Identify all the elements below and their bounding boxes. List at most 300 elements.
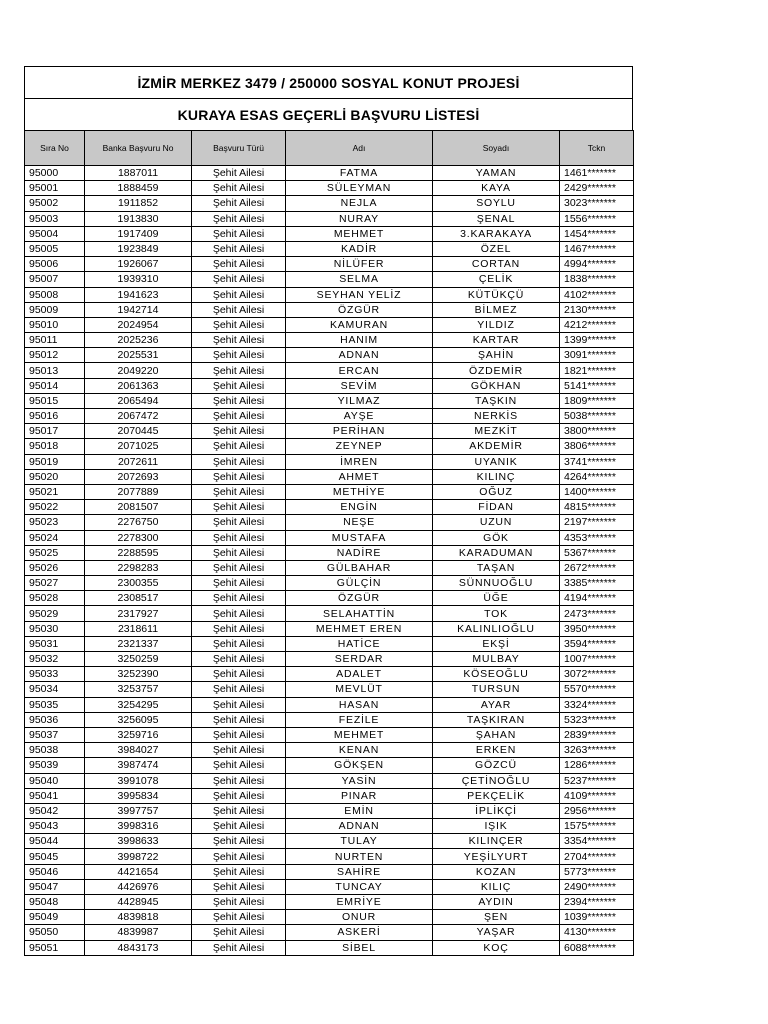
cell-basvuru-turu: Şehit Ailesi [192,925,286,940]
cell-soyadi: AYDIN [433,895,560,910]
table-row [25,241,634,256]
cell-tckn: 1575******* [560,819,634,834]
cell-basvuru-turu: Şehit Ailesi [192,667,286,682]
cell-banka-basvuru-no: 2318611 [85,621,192,636]
cell-soyadi: AYAR [433,697,560,712]
table-row [25,166,634,181]
column-header-banka-basvuru-no: Banka Başvuru No [85,131,192,166]
cell-tckn: 5367******* [560,545,634,560]
column-header-basvuru-turu: Başvuru Türü [192,131,286,166]
cell-adi: NADİRE [286,545,433,560]
cell-adi: SEVİM [286,378,433,393]
cell-tckn: 3800******* [560,424,634,439]
cell-tckn: 4102******* [560,287,634,302]
cell-adi: NURAY [286,211,433,226]
cell-tckn: 5141******* [560,378,634,393]
cell-tckn: 2839******* [560,727,634,742]
table-row [25,636,634,651]
cell-banka-basvuru-no: 3253757 [85,682,192,697]
cell-soyadi: KAYA [433,181,560,196]
cell-tckn: 1556******* [560,211,634,226]
cell-tckn: 2672******* [560,560,634,575]
cell-sira-no: 95020 [25,469,85,484]
cell-tckn: 2956******* [560,803,634,818]
table-row [25,424,634,439]
cell-adi: GÖKŞEN [286,758,433,773]
cell-sira-no: 95037 [25,727,85,742]
cell-banka-basvuru-no: 1926067 [85,257,192,272]
cell-sira-no: 95047 [25,879,85,894]
cell-soyadi: SÜNNUOĞLU [433,576,560,591]
cell-basvuru-turu: Şehit Ailesi [192,545,286,560]
cell-banka-basvuru-no: 2070445 [85,424,192,439]
cell-tckn: 2704******* [560,849,634,864]
cell-sira-no: 95009 [25,302,85,317]
cell-adi: GÜLÇİN [286,576,433,591]
cell-sira-no: 95007 [25,272,85,287]
cell-banka-basvuru-no: 2072693 [85,469,192,484]
cell-adi: NEŞE [286,515,433,530]
cell-adi: SELMA [286,272,433,287]
table-row [25,515,634,530]
cell-soyadi: IŞIK [433,819,560,834]
applicant-table [24,130,634,956]
cell-tckn: 5323******* [560,712,634,727]
table-row [25,895,634,910]
cell-banka-basvuru-no: 2276750 [85,515,192,530]
column-header-tckn: Tckn [560,131,634,166]
cell-basvuru-turu: Şehit Ailesi [192,302,286,317]
cell-tckn: 4109******* [560,788,634,803]
cell-soyadi: PEKÇELİK [433,788,560,803]
cell-adi: METHİYE [286,484,433,499]
column-header-soyadi: Soyadı [433,131,560,166]
cell-banka-basvuru-no: 2317927 [85,606,192,621]
cell-sira-no: 95042 [25,803,85,818]
cell-sira-no: 95027 [25,576,85,591]
cell-soyadi: KILINÇER [433,834,560,849]
table-row [25,196,634,211]
cell-banka-basvuru-no: 2049220 [85,363,192,378]
cell-sira-no: 95023 [25,515,85,530]
cell-banka-basvuru-no: 4839818 [85,910,192,925]
cell-sira-no: 95010 [25,317,85,332]
cell-tckn: 1809******* [560,393,634,408]
cell-adi: ADALET [286,667,433,682]
table-row [25,803,634,818]
cell-soyadi: AKDEMİR [433,439,560,454]
cell-tckn: 4994******* [560,257,634,272]
cell-basvuru-turu: Şehit Ailesi [192,743,286,758]
cell-tckn: 3324******* [560,697,634,712]
table-row [25,834,634,849]
cell-basvuru-turu: Şehit Ailesi [192,272,286,287]
table-row [25,545,634,560]
cell-banka-basvuru-no: 3998633 [85,834,192,849]
cell-sira-no: 95044 [25,834,85,849]
cell-banka-basvuru-no: 1923849 [85,241,192,256]
cell-tckn: 4353******* [560,530,634,545]
cell-banka-basvuru-no: 4426976 [85,879,192,894]
cell-soyadi: KÖSEOĞLU [433,667,560,682]
cell-tckn: 2394******* [560,895,634,910]
cell-basvuru-turu: Şehit Ailesi [192,409,286,424]
cell-soyadi: GÖZCÜ [433,758,560,773]
cell-sira-no: 95021 [25,484,85,499]
cell-sira-no: 95039 [25,758,85,773]
cell-basvuru-turu: Şehit Ailesi [192,727,286,742]
cell-basvuru-turu: Şehit Ailesi [192,803,286,818]
cell-tckn: 1454******* [560,226,634,241]
table-row [25,454,634,469]
cell-adi: TUNCAY [286,879,433,894]
cell-adi: ERCAN [286,363,433,378]
cell-banka-basvuru-no: 2308517 [85,591,192,606]
cell-basvuru-turu: Şehit Ailesi [192,241,286,256]
cell-soyadi: ŞAHİN [433,348,560,363]
cell-basvuru-turu: Şehit Ailesi [192,834,286,849]
cell-basvuru-turu: Şehit Ailesi [192,940,286,955]
cell-tckn: 4212******* [560,317,634,332]
cell-sira-no: 95022 [25,500,85,515]
cell-tckn: 3072******* [560,667,634,682]
cell-sira-no: 95041 [25,788,85,803]
cell-basvuru-turu: Şehit Ailesi [192,849,286,864]
cell-banka-basvuru-no: 3254295 [85,697,192,712]
cell-basvuru-turu: Şehit Ailesi [192,895,286,910]
cell-banka-basvuru-no: 2065494 [85,393,192,408]
cell-adi: NİLÜFER [286,257,433,272]
cell-tckn: 1467******* [560,241,634,256]
cell-adi: MEVLÜT [286,682,433,697]
cell-tckn: 1399******* [560,333,634,348]
cell-banka-basvuru-no: 2300355 [85,576,192,591]
cell-tckn: 1039******* [560,910,634,925]
cell-tckn: 6088******* [560,940,634,955]
cell-soyadi: BİLMEZ [433,302,560,317]
cell-adi: ÖZGÜR [286,302,433,317]
cell-soyadi: ÜĞE [433,591,560,606]
cell-banka-basvuru-no: 1911852 [85,196,192,211]
cell-sira-no: 95003 [25,211,85,226]
cell-basvuru-turu: Şehit Ailesi [192,773,286,788]
cell-adi: HATİCE [286,636,433,651]
cell-soyadi: ÇETİNOĞLU [433,773,560,788]
cell-soyadi: YEŞİLYURT [433,849,560,864]
cell-banka-basvuru-no: 3252390 [85,667,192,682]
cell-banka-basvuru-no: 3997757 [85,803,192,818]
cell-banka-basvuru-no: 3256095 [85,712,192,727]
cell-basvuru-turu: Şehit Ailesi [192,576,286,591]
cell-sira-no: 95015 [25,393,85,408]
cell-soyadi: TAŞKIRAN [433,712,560,727]
table-row [25,727,634,742]
cell-banka-basvuru-no: 3987474 [85,758,192,773]
table-row [25,712,634,727]
cell-sira-no: 95033 [25,667,85,682]
cell-sira-no: 95035 [25,697,85,712]
cell-tckn: 2197******* [560,515,634,530]
cell-adi: PINAR [286,788,433,803]
cell-adi: FEZİLE [286,712,433,727]
table-row [25,211,634,226]
cell-basvuru-turu: Şehit Ailesi [192,697,286,712]
cell-sira-no: 95013 [25,363,85,378]
table-row [25,606,634,621]
cell-tckn: 3741******* [560,454,634,469]
table-row [25,925,634,940]
cell-sira-no: 95004 [25,226,85,241]
cell-adi: SELAHATTİN [286,606,433,621]
cell-soyadi: TAŞAN [433,560,560,575]
table-row [25,226,634,241]
cell-banka-basvuru-no: 3250259 [85,652,192,667]
table-row [25,302,634,317]
cell-sira-no: 95018 [25,439,85,454]
cell-basvuru-turu: Şehit Ailesi [192,211,286,226]
table-row [25,743,634,758]
cell-banka-basvuru-no: 2061363 [85,378,192,393]
table-row [25,591,634,606]
table-row [25,257,634,272]
cell-adi: TULAY [286,834,433,849]
cell-banka-basvuru-no: 4843173 [85,940,192,955]
cell-tckn: 2130******* [560,302,634,317]
cell-basvuru-turu: Şehit Ailesi [192,348,286,363]
cell-basvuru-turu: Şehit Ailesi [192,879,286,894]
table-row [25,758,634,773]
cell-tckn: 3091******* [560,348,634,363]
document-sheet [24,66,633,956]
cell-banka-basvuru-no: 4839987 [85,925,192,940]
cell-soyadi: TOK [433,606,560,621]
table-row [25,940,634,955]
cell-tckn: 5570******* [560,682,634,697]
table-row [25,363,634,378]
cell-soyadi: YILDIZ [433,317,560,332]
cell-banka-basvuru-no: 3991078 [85,773,192,788]
cell-basvuru-turu: Şehit Ailesi [192,363,286,378]
cell-banka-basvuru-no: 2071025 [85,439,192,454]
cell-basvuru-turu: Şehit Ailesi [192,196,286,211]
cell-soyadi: KARADUMAN [433,545,560,560]
cell-basvuru-turu: Şehit Ailesi [192,636,286,651]
cell-soyadi: OĞUZ [433,484,560,499]
cell-soyadi: MULBAY [433,652,560,667]
cell-tckn: 3354******* [560,834,634,849]
cell-banka-basvuru-no: 4428945 [85,895,192,910]
cell-sira-no: 95049 [25,910,85,925]
cell-sira-no: 95038 [25,743,85,758]
table-row [25,864,634,879]
cell-sira-no: 95048 [25,895,85,910]
cell-sira-no: 95002 [25,196,85,211]
cell-banka-basvuru-no: 2321337 [85,636,192,651]
cell-sira-no: 95031 [25,636,85,651]
cell-soyadi: UZUN [433,515,560,530]
table-row [25,819,634,834]
cell-banka-basvuru-no: 1888459 [85,181,192,196]
cell-sira-no: 95050 [25,925,85,940]
table-row [25,560,634,575]
table-row [25,272,634,287]
cell-banka-basvuru-no: 1941623 [85,287,192,302]
cell-adi: SÜLEYMAN [286,181,433,196]
cell-sira-no: 95028 [25,591,85,606]
cell-sira-no: 95051 [25,940,85,955]
cell-soyadi: KOÇ [433,940,560,955]
cell-soyadi: UYANIK [433,454,560,469]
cell-basvuru-turu: Şehit Ailesi [192,788,286,803]
table-row [25,697,634,712]
cell-basvuru-turu: Şehit Ailesi [192,439,286,454]
table-row [25,530,634,545]
cell-soyadi: ÇELİK [433,272,560,287]
cell-basvuru-turu: Şehit Ailesi [192,530,286,545]
table-row [25,378,634,393]
cell-basvuru-turu: Şehit Ailesi [192,591,286,606]
cell-adi: MEHMET EREN [286,621,433,636]
cell-banka-basvuru-no: 2077889 [85,484,192,499]
cell-adi: ADNAN [286,819,433,834]
cell-soyadi: FİDAN [433,500,560,515]
cell-soyadi: NERKİS [433,409,560,424]
table-row [25,469,634,484]
cell-tckn: 1007******* [560,652,634,667]
cell-banka-basvuru-no: 2024954 [85,317,192,332]
table-row [25,181,634,196]
table-row [25,667,634,682]
cell-banka-basvuru-no: 3259716 [85,727,192,742]
cell-banka-basvuru-no: 2072611 [85,454,192,469]
cell-banka-basvuru-no: 2081507 [85,500,192,515]
cell-sira-no: 95005 [25,241,85,256]
table-row [25,393,634,408]
cell-soyadi: ŞEN [433,910,560,925]
cell-banka-basvuru-no: 1887011 [85,166,192,181]
column-header-sira-no: Sıra No [25,131,85,166]
cell-soyadi: KALINLIOĞLU [433,621,560,636]
cell-adi: İMREN [286,454,433,469]
cell-tckn: 3594******* [560,636,634,651]
cell-basvuru-turu: Şehit Ailesi [192,758,286,773]
cell-basvuru-turu: Şehit Ailesi [192,682,286,697]
cell-soyadi: EKŞİ [433,636,560,651]
cell-soyadi: KILINÇ [433,469,560,484]
cell-sira-no: 95019 [25,454,85,469]
cell-basvuru-turu: Şehit Ailesi [192,515,286,530]
cell-sira-no: 95016 [25,409,85,424]
cell-banka-basvuru-no: 2025236 [85,333,192,348]
cell-adi: ADNAN [286,348,433,363]
cell-banka-basvuru-no: 2288595 [85,545,192,560]
table-row [25,788,634,803]
cell-tckn: 4194******* [560,591,634,606]
cell-adi: KAMURAN [286,317,433,332]
table-row [25,652,634,667]
cell-banka-basvuru-no: 2278300 [85,530,192,545]
cell-basvuru-turu: Şehit Ailesi [192,910,286,925]
cell-adi: FATMA [286,166,433,181]
cell-soyadi: YAMAN [433,166,560,181]
cell-tckn: 3385******* [560,576,634,591]
cell-tckn: 4815******* [560,500,634,515]
cell-basvuru-turu: Şehit Ailesi [192,287,286,302]
cell-sira-no: 95024 [25,530,85,545]
cell-basvuru-turu: Şehit Ailesi [192,819,286,834]
cell-adi: YASİN [286,773,433,788]
cell-adi: HASAN [286,697,433,712]
table-row [25,682,634,697]
cell-banka-basvuru-no: 2298283 [85,560,192,575]
cell-basvuru-turu: Şehit Ailesi [192,500,286,515]
cell-adi: SİBEL [286,940,433,955]
cell-banka-basvuru-no: 1917409 [85,226,192,241]
cell-basvuru-turu: Şehit Ailesi [192,257,286,272]
table-row [25,576,634,591]
cell-banka-basvuru-no: 1942714 [85,302,192,317]
cell-sira-no: 95036 [25,712,85,727]
cell-adi: AYŞE [286,409,433,424]
cell-soyadi: GÖK [433,530,560,545]
cell-tckn: 3806******* [560,439,634,454]
cell-basvuru-turu: Şehit Ailesi [192,864,286,879]
cell-basvuru-turu: Şehit Ailesi [192,378,286,393]
cell-basvuru-turu: Şehit Ailesi [192,606,286,621]
cell-adi: PERİHAN [286,424,433,439]
cell-adi: MUSTAFA [286,530,433,545]
table-row [25,484,634,499]
cell-soyadi: ŞAHAN [433,727,560,742]
cell-basvuru-turu: Şehit Ailesi [192,317,286,332]
cell-tckn: 3950******* [560,621,634,636]
cell-banka-basvuru-no: 3984027 [85,743,192,758]
cell-sira-no: 95034 [25,682,85,697]
cell-basvuru-turu: Şehit Ailesi [192,560,286,575]
cell-tckn: 4130******* [560,925,634,940]
cell-adi: ÖZGÜR [286,591,433,606]
cell-sira-no: 95046 [25,864,85,879]
table-row [25,333,634,348]
cell-adi: AHMET [286,469,433,484]
cell-adi: EMRİYE [286,895,433,910]
cell-sira-no: 95006 [25,257,85,272]
table-row [25,879,634,894]
cell-soyadi: ŞENAL [433,211,560,226]
cell-banka-basvuru-no: 3998722 [85,849,192,864]
cell-basvuru-turu: Şehit Ailesi [192,393,286,408]
cell-soyadi: KÜTÜKÇÜ [433,287,560,302]
cell-tckn: 3263******* [560,743,634,758]
cell-tckn: 2490******* [560,879,634,894]
cell-adi: SEYHAN YELİZ [286,287,433,302]
cell-adi: MEHMET [286,226,433,241]
table-row [25,287,634,302]
cell-basvuru-turu: Şehit Ailesi [192,712,286,727]
cell-adi: HANIM [286,333,433,348]
cell-tckn: 1838******* [560,272,634,287]
cell-banka-basvuru-no: 2025531 [85,348,192,363]
cell-sira-no: 95000 [25,166,85,181]
cell-adi: ENGİN [286,500,433,515]
cell-sira-no: 95017 [25,424,85,439]
cell-basvuru-turu: Şehit Ailesi [192,484,286,499]
table-row [25,500,634,515]
cell-basvuru-turu: Şehit Ailesi [192,652,286,667]
cell-sira-no: 95045 [25,849,85,864]
table-row [25,910,634,925]
cell-soyadi: MEZKİT [433,424,560,439]
